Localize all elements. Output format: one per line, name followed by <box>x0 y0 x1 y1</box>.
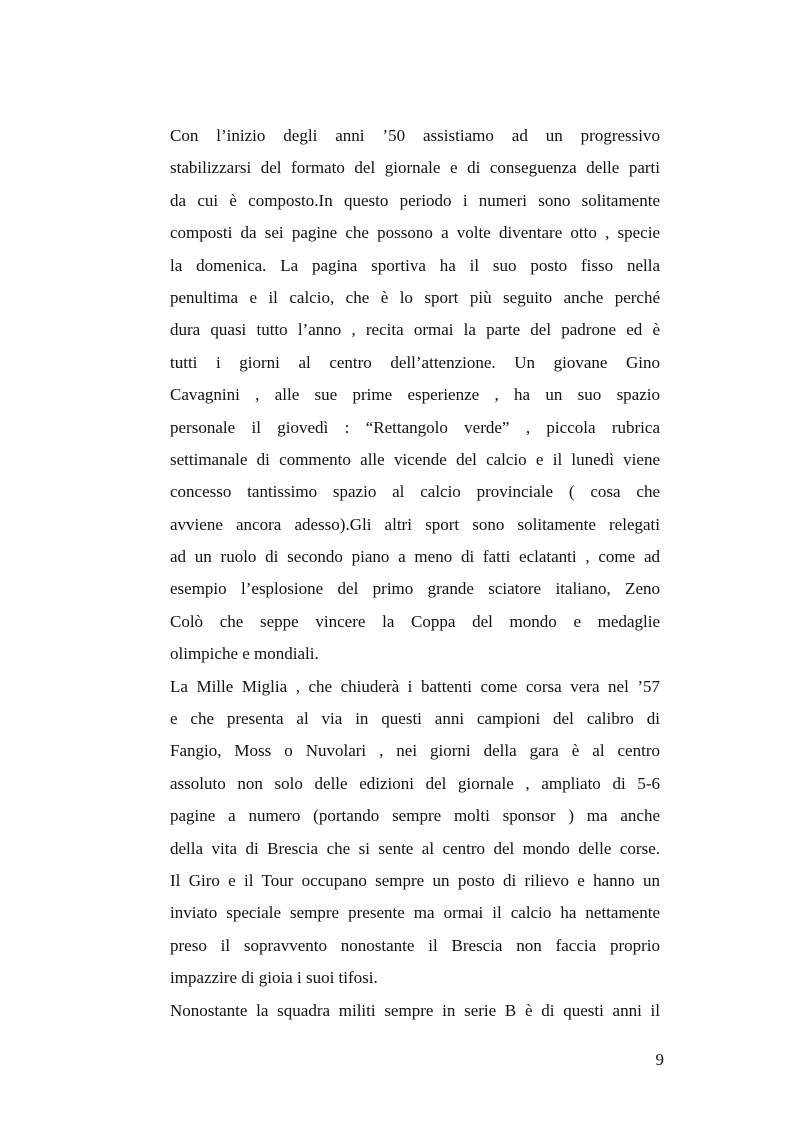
text-line: della vita di Brescia che si sente al centro del mondo delle corse. <box>170 838 660 858</box>
text-line: inviato speciale sempre presente ma ormai il calcio ha nettamente <box>170 903 660 923</box>
text-line: Fangio, Moss o Nuvolari , nei giorni della gara è al centro <box>170 741 660 761</box>
text-line: esempio l’esplosione del primo grande sciatore italiano, Zeno <box>170 579 660 599</box>
text-line: penultima e il calcio, che è lo sport più seguito anche perché <box>170 287 660 307</box>
text-line: tutti i giorni al centro dell’attenzione. Un giovane Gino <box>170 352 660 372</box>
text-line: pagine a numero (portando sempre molti sponsor ) ma anche <box>170 806 660 826</box>
text-line: stabilizzarsi del formato del giornale e di conseguenza delle parti <box>170 158 660 178</box>
text-line: e che presenta al via in questi anni campioni del calibro di <box>170 709 660 729</box>
body-text <box>170 120 660 1027</box>
text-line: Nonostante la squadra militi sempre in serie B è di questi anni il <box>170 1000 660 1020</box>
text-line: assoluto non solo delle edizioni del giornale , ampliato di 5-6 <box>170 773 660 793</box>
text-line: Con l’inizio degli anni ’50 assistiamo ad un progressivo <box>170 126 660 145</box>
text-line: Colò che seppe vincere la Coppa del mondo e medaglie <box>170 611 660 631</box>
text-line: la domenica. La pagina sportiva ha il suo posto fisso nella <box>170 255 660 275</box>
text-line: composti da sei pagine che possono a volte diventare otto , specie <box>170 223 660 243</box>
text-line: Cavagnini , alle sue prime esperienze , ha un suo spazio <box>170 385 660 405</box>
text-line: Il Giro e il Tour occupano sempre un posto di rilievo e hanno un <box>170 870 660 890</box>
text-line: dura quasi tutto l’anno , recita ormai la parte del padrone ed è <box>170 320 660 340</box>
text-line: settimanale di commento alle vicende del calcio e il lunedì viene <box>170 449 660 469</box>
text-line: preso il sopravvento nonostante il Brescia non faccia proprio <box>170 935 660 955</box>
text-line: La Mille Miglia , che chiuderà i battenti come corsa vera nel ’57 <box>170 676 660 696</box>
text-line: impazzire di gioia i suoi tifosi. <box>170 968 378 988</box>
text-line: personale il giovedì : “Rettangolo verde” , piccola rubrica <box>170 417 660 437</box>
text-line: ad un ruolo di secondo piano a meno di fatti eclatanti , come ad <box>170 547 660 567</box>
page-number: 9 <box>655 1050 664 1069</box>
text-line: avviene ancora adesso).Gli altri sport sono solitamente relegati <box>170 514 660 534</box>
text-line: concesso tantissimo spazio al calcio provinciale ( cosa che <box>170 482 660 502</box>
text-line: da cui è composto.In questo periodo i numeri sono solitamente <box>170 190 660 210</box>
text-line: olimpiche e mondiali. <box>170 644 319 664</box>
